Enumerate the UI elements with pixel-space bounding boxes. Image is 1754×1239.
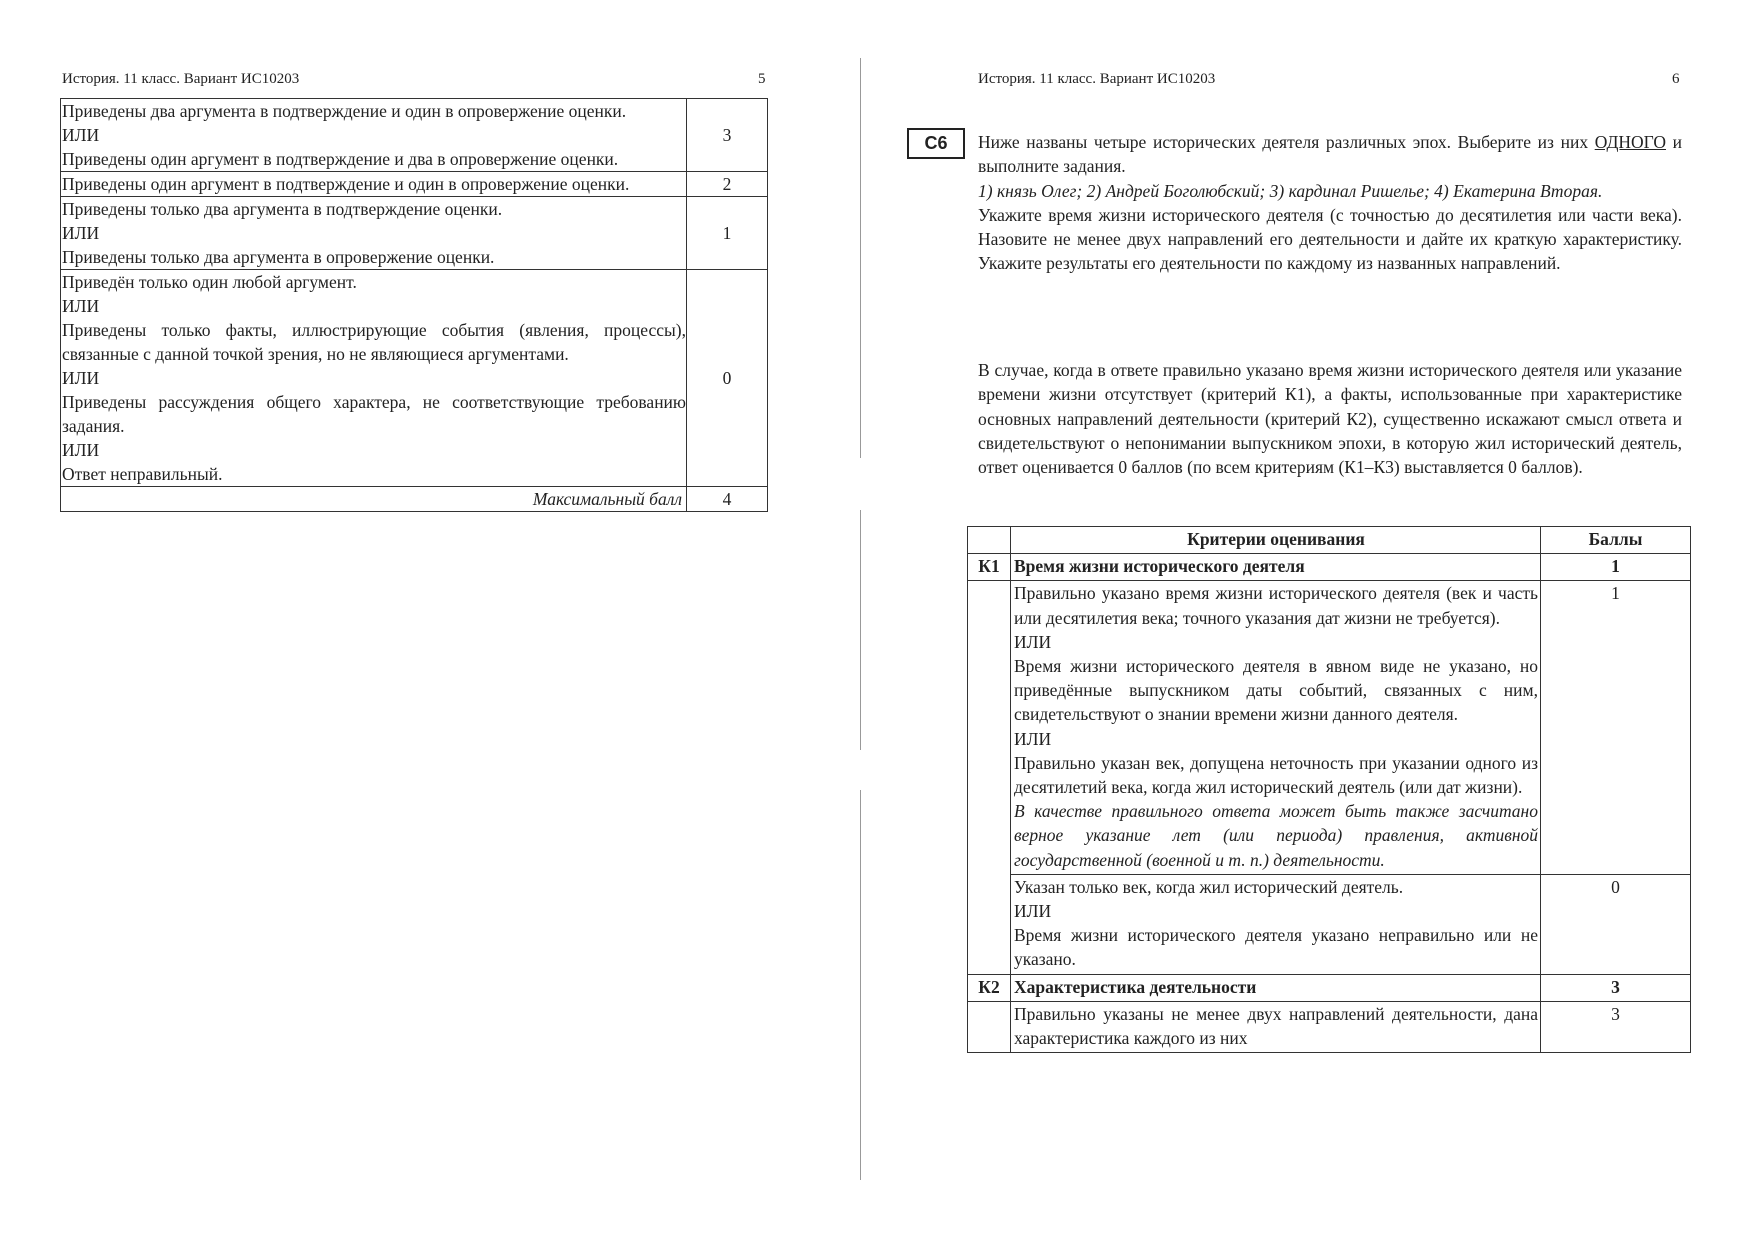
criteria-cell <box>61 197 687 270</box>
score-cell: 1 <box>1541 581 1691 874</box>
assessment-note: В случае, когда в ответе правильно указано время жизни исторического деятеля или указание времени жизни отсутствует (критерий К1), а факты, использованные при характеристике основных направлений деятельности (критерий К2), существенно искажают смысл ответа и свидетельствуют о непонимании выпускником эпохи, в которую жил исторический деятель, ответ оценивается 0 баллов (по всем критериям (К1–К3) выставляется 0 баллов). <box>978 360 1682 478</box>
empty-code-cell <box>968 1001 1011 1052</box>
criteria-line: Приведён только один любой аргумент. <box>62 272 357 292</box>
criteria-line: Приведены только два аргумента в подтверждение оценки. <box>62 199 503 219</box>
task-intro-underlined: ОДНОГО <box>1594 132 1667 152</box>
criteria-line: ИЛИ <box>62 296 100 316</box>
table-header-row <box>968 527 1691 554</box>
criteria-header: Критерии оценивания <box>1011 527 1541 554</box>
table-row <box>61 99 768 172</box>
left-scoring-table <box>60 98 768 512</box>
right-page-header: История. 11 класс. Вариант ИС10203 <box>978 71 1216 87</box>
criteria-cell <box>61 172 687 197</box>
criteria-line: ИЛИ <box>62 440 100 460</box>
table-row <box>968 874 1691 974</box>
code-header <box>968 527 1011 554</box>
empty-code-cell <box>968 581 1011 974</box>
criteria-line: ИЛИ <box>1014 901 1052 922</box>
criteria-italic-note: В качестве правильного ответа может быть также засчитано верное указание лет (или периода) правления, активной государственной (военной и т. п.) деятельности. <box>1014 801 1538 870</box>
criteria-cell: Правильно указаны не менее двух направлений деятельности, дана характеристика каждого из них <box>1011 1001 1541 1052</box>
max-score-value: 4 <box>687 487 768 512</box>
criteria-line: Указан только век, когда жил исторический деятель. <box>1014 876 1404 897</box>
criteria-line: ИЛИ <box>1014 631 1052 652</box>
task-label-box: С6 <box>907 128 965 159</box>
score-cell: 0 <box>687 270 768 487</box>
criteria-table <box>967 526 1691 1053</box>
criteria-cell <box>1011 581 1541 874</box>
score-cell: 0 <box>1541 874 1691 974</box>
criteria-line: Приведены один аргумент в подтверждение и два в опровержение оценки. <box>62 149 619 169</box>
max-score-label: Максимальный балл <box>61 487 687 512</box>
table-row <box>61 172 768 197</box>
score-cell: 2 <box>687 172 768 197</box>
criterion-row-k2 <box>968 974 1691 1001</box>
criteria-line: Приведены рассуждения общего характера, не соответствующие требованию задания. <box>62 392 686 436</box>
page-fold-line <box>860 58 861 458</box>
criterion-code: К1 <box>968 554 1011 581</box>
criteria-line: Время жизни исторического деятеля указано неправильно или не указано. <box>1014 925 1538 970</box>
criteria-line: Время жизни исторического деятеля в явном виде не указано, но приведённые выпускником даты событий, связанных с ним, свидетельствуют о знании времени жизни данного деятеля. <box>1014 656 1538 725</box>
criteria-line: ИЛИ <box>62 125 100 145</box>
criteria-line: Приведены только два аргумента в опровержение оценки. <box>62 247 495 267</box>
table-row <box>968 1001 1691 1052</box>
points-header: Баллы <box>1541 527 1691 554</box>
criteria-cell <box>61 270 687 487</box>
criteria-line: Приведены один аргумент в подтверждение и один в опровержение оценки. <box>62 174 630 194</box>
criteria-line: Приведены только факты, иллюстрирующие события (явления, процессы), связанные с данной точкой зрения, но не являющиеся аргументами. <box>62 320 686 364</box>
criterion-points: 1 <box>1541 554 1691 581</box>
right-page-number: 6 <box>1672 71 1680 87</box>
page-fold-line <box>860 510 861 750</box>
page-fold-line <box>860 790 861 1180</box>
criterion-row-k1 <box>968 554 1691 581</box>
criteria-line: Приведены два аргумента в подтверждение и один в опровержение оценки. <box>62 101 627 121</box>
table-row <box>61 270 768 487</box>
table-row <box>968 581 1691 874</box>
task-intro: Ниже названы четыре исторических деятеля различных эпох. Выберите из них <box>978 132 1589 152</box>
criteria-line: ИЛИ <box>62 223 100 243</box>
left-page-header: История. 11 класс. Вариант ИС10203 <box>62 71 300 87</box>
max-score-row <box>61 487 768 512</box>
score-cell: 3 <box>687 99 768 172</box>
criteria-line: Ответ неправильный. <box>62 464 223 484</box>
criteria-line: Правильно указан век, допущена неточность при указании одного из десятилетий века, когда жил исторический деятель (или дат жизни). <box>1014 752 1538 798</box>
task-intro-end: и выполните задания. <box>978 132 1683 177</box>
task-text <box>978 130 1682 276</box>
criteria-cell <box>1011 874 1541 974</box>
score-cell: 3 <box>1541 1001 1691 1052</box>
criteria-line: Правильно указано время жизни исторического деятеля (век и часть или десятилетия века; точного указания дат жизни не требуется). <box>1014 583 1538 628</box>
left-page-number: 5 <box>758 71 766 87</box>
criterion-title: Время жизни исторического деятеля <box>1011 554 1541 581</box>
task-figures-list: 1) князь Олег; 2) Андрей Боголюбский; 3) кардинал Ришелье; 4) Екатерина Вторая. <box>978 180 1603 201</box>
criterion-points: 3 <box>1541 974 1691 1001</box>
criteria-line: ИЛИ <box>1014 728 1052 749</box>
table-row <box>61 197 768 270</box>
criterion-title: Характеристика деятельности <box>1011 974 1541 1001</box>
criteria-line: ИЛИ <box>62 368 100 388</box>
task-body: Укажите время жизни исторического деятеля (с точностью до десятилетия или части века). Назовите не менее двух направлений его деятельности и дайте их краткую характеристику. Укажите результаты его деятельности по каждому из названных направлений. <box>978 204 1682 274</box>
score-cell: 1 <box>687 197 768 270</box>
criteria-cell <box>61 99 687 172</box>
criterion-code: К2 <box>968 974 1011 1001</box>
